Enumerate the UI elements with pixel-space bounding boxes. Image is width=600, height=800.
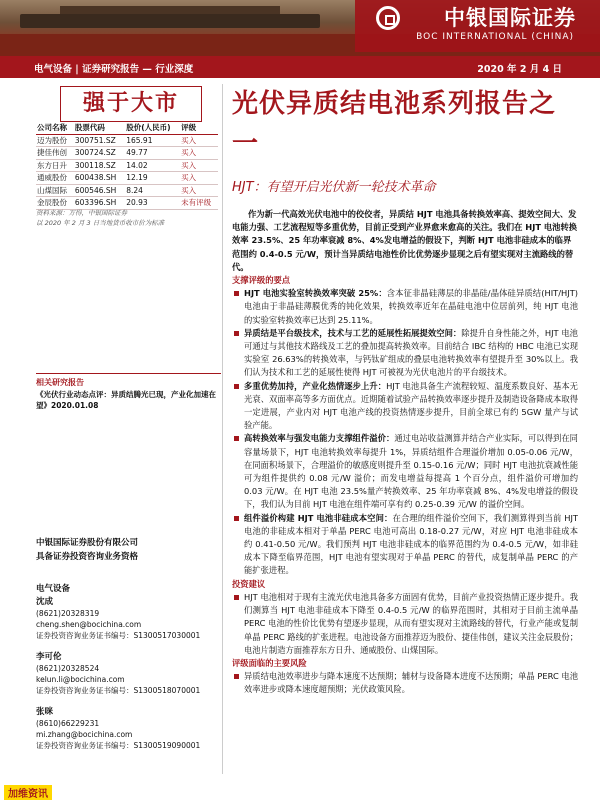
analyst-phone: (8621)20328319: [36, 609, 100, 618]
table-cell: 买入: [181, 135, 197, 145]
bullet-text: 通过电站收益测算并结合产业实际，可以得到在同容量场景下，HJT 电池转换效率每提升 1%，异质结组件合理溢价增加 0.05-0.06 元/W，在同面积场景下，合理溢价的敏感度则提升至 0.15-0.16 元/W；同时 HJT 电池抗衰减性能可为组件提供约 0.08 元/W 溢价；而发电增益每提高 1 个百分点，组件溢价可增加约 0.03 元/W。在 HJT 电池 23.5%量产转换效率、25 年功率衰减 8%、4%发电增益的假设下，我们认为目前 HJT 电池在组件端可享有约 0.25-0.39 元/W 的溢价空间。: [244, 433, 578, 510]
table-cell: 买入: [181, 160, 197, 170]
report-subtitle: HJT：有望开启光伏新一轮技术革命: [232, 180, 436, 195]
bullet-text: 除提升自身性能之外，HJT 电池可通过与其他技术路线及工艺的叠加提高转换效率。目前结合 IBC 结构的 HBC 电池已实现实验室 26.63%的转换效率，与钙钛矿组成的叠层电池转换效率有望提升至 30%以上。我们认为技术和工艺的延展性使得 HJT 可被视为光伏电池片的平台级技术。: [244, 327, 578, 378]
divider: [36, 373, 221, 374]
bullet-lead: 高转换效率与强发电能力支撑组件溢价：: [244, 433, 395, 444]
column-header: 股价(人民币): [125, 122, 180, 134]
bullet-text: 在合理的组件溢价空间下，我们测算得到当前 HJT 电池的非硅成本相对于单晶 PERC 电池可高出 0.18-0.27 元/W，对应 HJT 电池非硅成本约 0.41-0.50 元/W。我们预判 HJT 电池非硅成本的临界范围约为 0.4-0.5 元/W，如非硅成本下降至临界范围，HJT 电池有望实现对于单晶 PERC 的替代，成复制单晶 PERC 的产能扩张进程。: [244, 512, 578, 576]
logo-text-en: BOC INTERNATIONAL (CHINA): [416, 32, 574, 42]
bullet-lead: 异质结是平台级技术，技术与工艺的延展性拓展提效空间：: [244, 327, 462, 338]
analyst-email[interactable]: kelun.li@bocichina.com: [36, 675, 125, 684]
bullet-text: 异质结电池效率进步与降本速度不达预期；辅材与设备降本进度不达预期；单晶 PERC 电池效率进步或降本速度超预期；光伏政策风险。: [244, 671, 578, 695]
analyst-name: 沈成: [36, 597, 54, 607]
rating-box: 强于大市: [60, 86, 202, 122]
bullet-text: 含本征非晶硅薄层的非晶硅/晶体硅异质结(HIT/HJT) 电池由于非晶硅薄膜优秀的钝化效果，转换效率近年在晶硅电池中位居前列，纯 HJT 电池的实验室转换效率已达到 25.11%。: [244, 288, 579, 325]
table-cell: 165.91: [126, 135, 153, 145]
main-content: [232, 208, 578, 697]
table-cell: 金辰股份: [37, 198, 67, 208]
analyst-cert: 证券投资咨询业务证书编号：S1300519090001: [36, 741, 201, 750]
logo-text-cn: 中银国际证券: [444, 5, 576, 30]
table-row: [36, 147, 218, 160]
boc-logo-icon: [376, 6, 400, 30]
bullet-text: HJT 电池相对于现有主流光伏电池具备多方面固有优势，目前产业投资热情正逐步提升。我们测算当 HJT 电池非硅成本下降至 0.4-0.5 元/W 的临界范围时，其相对于目前主流单晶 PERC 电池的性价比优势有望逐步显现，从而有望实现对主流路线的替代，行业产能或复制单晶 PERC 路线的扩张进程。电池设备方面推荐迈为股份、捷佳伟创，建议关注金辰股份；电池片制造方面推荐东方日升、通威股份、山煤国际。: [244, 591, 578, 655]
bullet-item: [232, 591, 578, 657]
table-header-row: [36, 122, 218, 134]
footer: [0, 784, 600, 800]
analyst-phone: (8621)20328524: [36, 664, 100, 673]
analyst-card: [36, 597, 222, 641]
summary-paragraph: 作为新一代高效光伏电池中的佼佼者，异质结 HJT 电池具备转换效率高、提效空间大、发电能力强、工艺流程短等多重优势，目前正受到产业界愈来愈高的关注。我们在 HJT 电池转换效率 23.5%、25 年功率衰减 8%、4%发电增益的假设下，判断 HJT 电池非硅成本的临界范围约 0.4-0.5 元/W，预计当异质结电池性价比优势逐步显现之后有望实现对主流路线的替代。: [232, 209, 578, 272]
table-row: [36, 159, 218, 172]
table-cell: 通威股份: [37, 173, 67, 183]
table-cell: 山煤国际: [37, 185, 67, 195]
analyst-cert: 证券投资咨询业务证书编号：S1300517030001: [36, 631, 201, 640]
table-cell: 东方日升: [37, 160, 67, 170]
analyst-name: 李可伦: [36, 652, 62, 662]
bullet-text: HJT 电池具备生产流程较短、温度系数良好、基本无光衰、双面率高等多方面优点。近期随着试验产品转换效率逐步提升及制造设备降成本取得一定进展，产业内对 HJT 电池产线的投资热情逐步提升，目前全球已有约 5GW 量产与试验产能。: [244, 380, 578, 431]
table-cell: 8.24: [126, 185, 143, 195]
analyst-phone: (8610)66229231: [36, 719, 100, 728]
bullet-item: [232, 327, 578, 380]
table-cell: 捷佳伟创: [37, 148, 67, 158]
bullet-lead: HJT 电池实验室转换效率突破 25%：: [244, 288, 387, 299]
logo-panel: [355, 0, 600, 52]
report-title: 光伏异质结电池系列报告之一: [232, 89, 557, 159]
qualification-statement: 中银国际证券股份有限公司 具备证券投资咨询业务资格: [36, 538, 139, 562]
table-cell: 20.93: [126, 198, 148, 208]
analyst-name: 张咪: [36, 707, 54, 717]
column-divider: [222, 84, 223, 774]
table-cell: 300118.SZ: [74, 160, 116, 170]
analyst-email[interactable]: cheng.shen@bocichina.com: [36, 620, 142, 629]
related-report-link[interactable]: 《光伏行业动态点评：异质结腾光已现，产业化加速在望》2020.01.08: [36, 390, 216, 410]
header-banner: [0, 0, 600, 56]
bullet-item: [232, 380, 578, 433]
column-header: 股票代码: [74, 122, 125, 134]
bullet-item: [232, 432, 578, 511]
table-row: [36, 172, 218, 185]
table-cell: 600438.SH: [74, 173, 117, 183]
table-cell: 300724.SZ: [74, 148, 116, 158]
bullet-item: [232, 670, 578, 696]
watermark-badge: 加维资讯: [4, 785, 52, 800]
section-heading: 评级面临的主要风险: [232, 657, 307, 668]
table-cell: 300751.SZ: [74, 135, 116, 145]
analyst-card: [36, 707, 222, 751]
table-cell: 600546.SH: [74, 185, 117, 195]
bullet-lead: 多重优势加持，产业化热情逐步上升：: [244, 380, 387, 391]
table-cell: 49.77: [126, 148, 148, 158]
bullet-lead: 组件溢价构建 HJT 电池非硅成本空间：: [244, 512, 393, 523]
report-category: 电气设备 | 证券研究报告 — 行业深度: [34, 64, 194, 75]
table-cell: 买入: [181, 148, 197, 158]
table-row: [36, 184, 218, 197]
source-note-line: 以 2020 年 2 月 3 日当地货币收市价为标准: [36, 219, 165, 227]
table-cell: 迈为股份: [37, 135, 67, 145]
source-note-line: 资料来源：万得，中银国际证券: [36, 209, 127, 217]
table-cell: 603396.SH: [74, 198, 117, 208]
table-cell: 买入: [181, 173, 197, 183]
table-cell: 买入: [181, 185, 197, 195]
section-heading: 投资建议: [232, 578, 266, 589]
stock-table: [36, 122, 218, 210]
table-cell: 12.19: [126, 173, 148, 183]
palace-eaves-image: [20, 14, 320, 28]
analyst-email[interactable]: mi.zhang@bocichina.com: [36, 730, 133, 739]
column-header: 评级: [180, 122, 218, 134]
table-source-note: [36, 208, 220, 228]
analyst-cert: 证券投资咨询业务证书编号：S1300518070001: [36, 686, 201, 695]
category-bar: [0, 56, 600, 78]
bullet-item: [232, 512, 578, 578]
sector-label: 电气设备: [36, 584, 71, 594]
related-reports-heading: 相关研究报告: [36, 378, 84, 387]
report-date: 2020 年 2 月 4 日: [477, 64, 562, 75]
bullet-item: [232, 287, 578, 327]
table-cell: 14.02: [126, 160, 148, 170]
table-row: [36, 134, 218, 147]
column-header: 公司名称: [36, 122, 74, 134]
section-heading: 支撑评级的要点: [232, 275, 291, 286]
table-cell: 未有评级: [181, 198, 212, 208]
analyst-card: [36, 652, 222, 696]
